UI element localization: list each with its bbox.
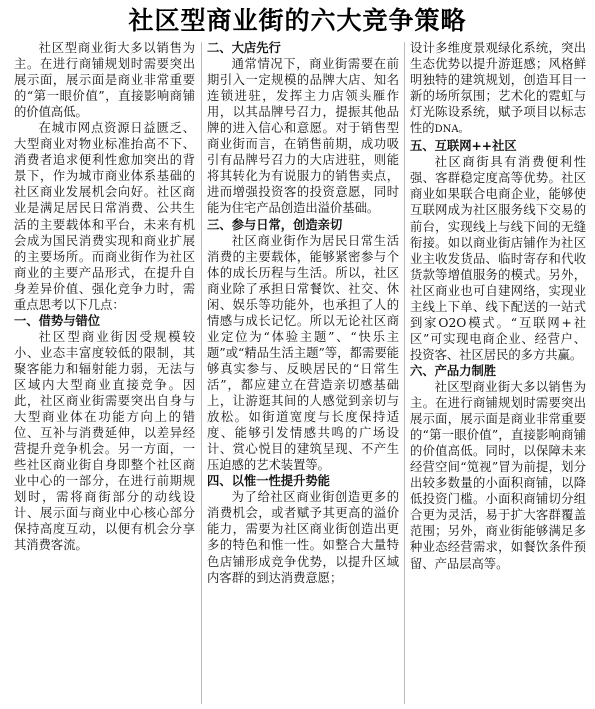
column-divider: [404, 42, 405, 704]
section-4-body: 为了给社区商业街创造更多的消费机会，或者赋予其更高的溢价能力，需要为社区商业街创造出更多的特色和惟一性。如整合大量特色店铺形成竞争优势，以提升区域内客群的到达消费意愿；: [207, 490, 399, 585]
section-6-heading: 六、产品力制胜: [410, 363, 497, 378]
intro-paragraph-1: 社区型商业街大多以销售为主。在进行商铺规划时需要突出展示面，展示面是商业非常重要的“第一眼价值”，直接影响商铺的价值高低。: [14, 41, 195, 120]
section-3-heading: 三、参与日常，创造亲切: [207, 217, 343, 232]
column-2: [207, 40, 399, 706]
section-1-heading: 一、借势与错位: [14, 313, 101, 328]
section-3-body: 社区商业街作为居民日常生活消费的主要载体，能够紧密参与个体的成长历程与生活。所以，社区商业除了承担日常餐饮、社交、休闲、娱乐等功能外，也承担了人的情感与成长记忆。所以无论社区商业定位为“体验主题”、“快乐主题”或“精品生活主题”等，都需要能够真实参与、反映居民的“日常生活”，都应建立在营造亲切感基础上，让游逛其间的人感觉到亲切与放松。如街道宽度与长度保持适度、能够引发情感共鸣的广场设计、赏心悦目的建筑呈现、不产生压迫感的艺术装置等。: [207, 233, 399, 473]
column-1: [14, 40, 195, 706]
section-4-heading: 四、以惟一性提升势能: [207, 474, 330, 489]
section-5-heading: 五、互联网++社区: [410, 139, 517, 154]
intro-paragraph-2: 在城市网点资源日益匮乏、大型商业对物业标准抬高不下、消费者追求便利性愈加突出的背景下，作为城市商业体系基础的社区商业发展机会向好。社区商业是满足居民日常消费、公共生活的主要载体和平台，未来有机会成为国民消费实现和商业扩展的主要场所。而商业街作为社区商业的主要产品形式，在提升自身差异价值、强化竞争力时，需重点思考以下几点：: [14, 121, 195, 312]
column-3: [410, 40, 586, 706]
section-5-body: 社区商街具有消费便利性强、客群稳定度高等优势。社区商业如果联合电商企业，能够使互联网成为社区服务线下交易的前台，实现线上与线下间的无缝衔接。如以商业街店铺作为社区业主收发货品、临时寄存和代收货款等增值服务的模式。另外，社区商业也可自建网络，实现业主线上下单、线下配送的一站式到家O2O模式。“互联网+社区”可实现电商企业、经营户、投资客、社区居民的多方共赢。: [410, 155, 586, 362]
dna-text: DNA。: [434, 124, 469, 136]
section-4-continued-text: 设计多维度景观绿化系统，突出生态优势以提升游逛感；风格鲜明独特的建筑规划，创造耳目一新的场所氛围；艺术化的霓虹与灯光陈设系统，赋予项目以标志性的: [410, 41, 586, 136]
section-1-body: 社区型商业街因受规模较小、业态丰富度较低的限制，其聚客能力和辐射能力弱，无法与区域内大型商业直接竞争。因此，社区商业街需要突出自身与大型商业体在功能方向上的错位、互补与消费延伸，以差异经营提升竞争机会。另一方面，一些社区商业街自身即整个社区商业中心的一部分，在进行前期规划时，需将商街部分的动线设计、展示面与商业中心核心部分保持高度互动，以便有机会分享其消费客流。: [14, 329, 195, 553]
section-2-heading: 二、大店先行: [207, 41, 281, 55]
section-6-body: 社区型商业街大多以销售为主。在进行商铺规划时需要突出展示面，展示面是商业非常重要的“第一眼价值”，直接影响商铺的价值高低。同时，以保障未来经营空间“笕视”冒为前提，划分出较多数量的小面积商铺，以降低投资门槛。小面积商铺切分组合更为灵活，易于扩大客群覆盖范围；另外，商业街能够满足多种业态经营需求，如餐饮条件预留、产品层高等。: [410, 379, 586, 571]
column-divider: [201, 42, 202, 704]
section-4-continued: [410, 40, 586, 138]
section-2-body: 通常情况下，商业街需要在前期引入一定规模的品牌大店、知名连锁进驻，发挥主力店领头雁作用，以其品牌号召力，提振其他品牌的进入信心和意愿。对于销售型商业街而言，在销售前期，成功吸引有品牌号召力的大店进驻，则能将其转化为有说服力的销售卖点，进而增强投资客的投资意愿，同时能为住宅产品创造出溢价基础。: [207, 57, 399, 216]
article-title: 社区型商业街的六大竞争策略: [128, 6, 467, 35]
